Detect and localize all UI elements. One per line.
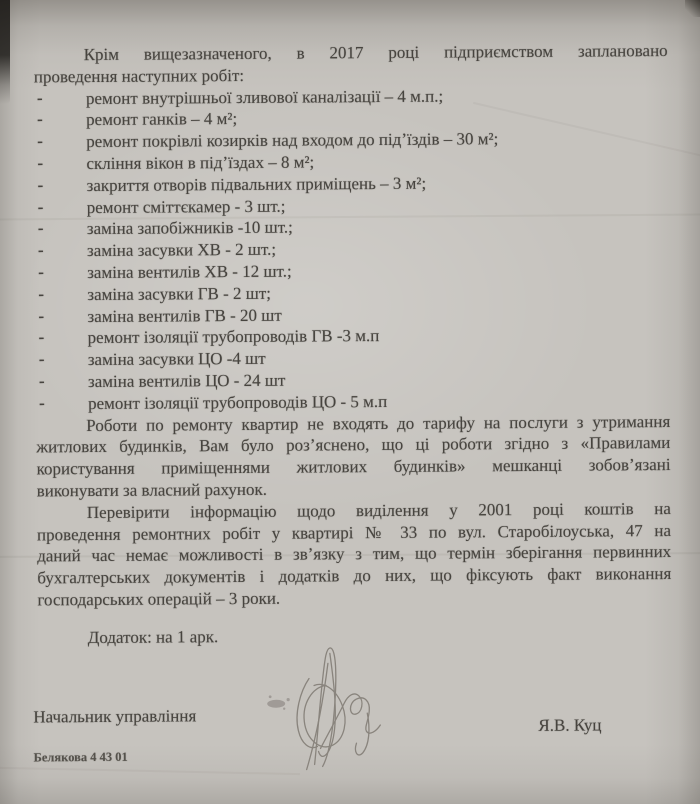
list-dash: - — [38, 327, 45, 347]
paragraph-line: виконувати за власний рахунок. — [36, 479, 268, 501]
letter-body — [33, 40, 672, 765]
pencil-smudge — [267, 695, 290, 710]
footer-reference: Белякова 4 43 01 — [33, 749, 128, 765]
photo-edge-artifact — [0, 0, 10, 104]
list-dash: - — [37, 196, 44, 216]
list-item-text: заміна засувки ГВ - 2 шт; — [87, 283, 272, 304]
list-dash: - — [37, 240, 44, 260]
intro-line: проведення наступних робіт: — [33, 65, 245, 87]
list-item-text: заміна вентилів ЦО - 24 шт — [87, 370, 286, 392]
list-item-text: ремонт ізоляції трубопроводів ГВ -3 м.п — [87, 326, 380, 348]
list-dash: - — [38, 262, 44, 282]
list-item — [36, 389, 670, 415]
list-dash: - — [37, 153, 44, 173]
paragraph-line: господарських операцій – 3 роки. — [37, 588, 281, 610]
list-dash: - — [38, 305, 45, 325]
list-dash: - — [36, 87, 43, 107]
attachment-note: Додаток: на 1 арк. — [87, 627, 219, 648]
list-item-text: ремонт ізоляції трубопроводів ЦО - 5 м.п — [88, 391, 388, 413]
list-item-text: заміна засувки ЦО -4 шт — [87, 348, 266, 370]
list-item-text: ремонт покрівлі козирків над входом до під’їздів – 30 м²; — [86, 129, 499, 152]
list-item-text: заміна вентилів ГВ - 20 шт — [87, 305, 282, 326]
list-item-text: скління вікон в під’їздах – 8 м²; — [86, 152, 315, 174]
signature-handwriting — [264, 633, 425, 794]
list-dash: - — [38, 284, 45, 304]
list-item-text: ремонт внутрішньої зливової каналізації – 4 м.п.; — [85, 86, 444, 108]
list-item-text: заміна засувки ХВ - 2 шт.; — [86, 239, 277, 261]
paper-crease — [0, 767, 300, 775]
list-dash: - — [39, 393, 45, 413]
list-item-text: закриття отворів підвальних приміщень – 3 м²; — [86, 173, 427, 195]
list-dash: - — [37, 175, 44, 195]
list-item-text: ремонт ганків – 4 м²; — [86, 109, 238, 130]
signoff-position-title: Начальник управління — [33, 706, 197, 727]
list-item-text: ремонт сміттєкамер - 3 шт.; — [86, 196, 286, 217]
paragraph-line: проведення ремонтних робіт у квартирі № 33 по вул. Старобілоуська, 47 на — [36, 520, 672, 544]
list-dash: - — [37, 131, 43, 151]
list-dash: - — [37, 218, 44, 238]
paragraph-line: Перевірити інформацію щодо виділення у 2001 році коштів на — [86, 498, 671, 522]
list-item-text: заміна запобіжників -10 шт.; — [86, 217, 293, 239]
signoff-name: Я.В. Куц — [538, 715, 602, 735]
list-dash: - — [37, 109, 43, 129]
paragraph-line: Роботи по ремонту квартир не входять до тарифу на послуги з утримання — [86, 411, 671, 435]
paragraph-line: бухгалтерських документів і додатків до них, що фіксують факт виконання — [37, 564, 672, 588]
list-dash: - — [38, 371, 45, 391]
paragraph-line: житлових будинків, Вам було роз’яснено, що ці роботи згідно з «Правилами — [36, 433, 671, 457]
list-dash: - — [38, 349, 45, 369]
intro-line: Крім вищезазначеного, в 2017 році підприємством заплановано — [83, 40, 668, 65]
paragraph-line: користування приміщеннями житлових будинків» мешканці зобов’язані — [36, 455, 671, 479]
works-list — [34, 84, 670, 415]
list-item-text: заміна вентилів ХВ - 12 шт.; — [87, 261, 292, 283]
paragraph-line: даний час немає можливості в зв’язку з тим, що термін зберігання первинних — [37, 542, 672, 566]
photo-corner-artifact — [685, 0, 700, 17]
